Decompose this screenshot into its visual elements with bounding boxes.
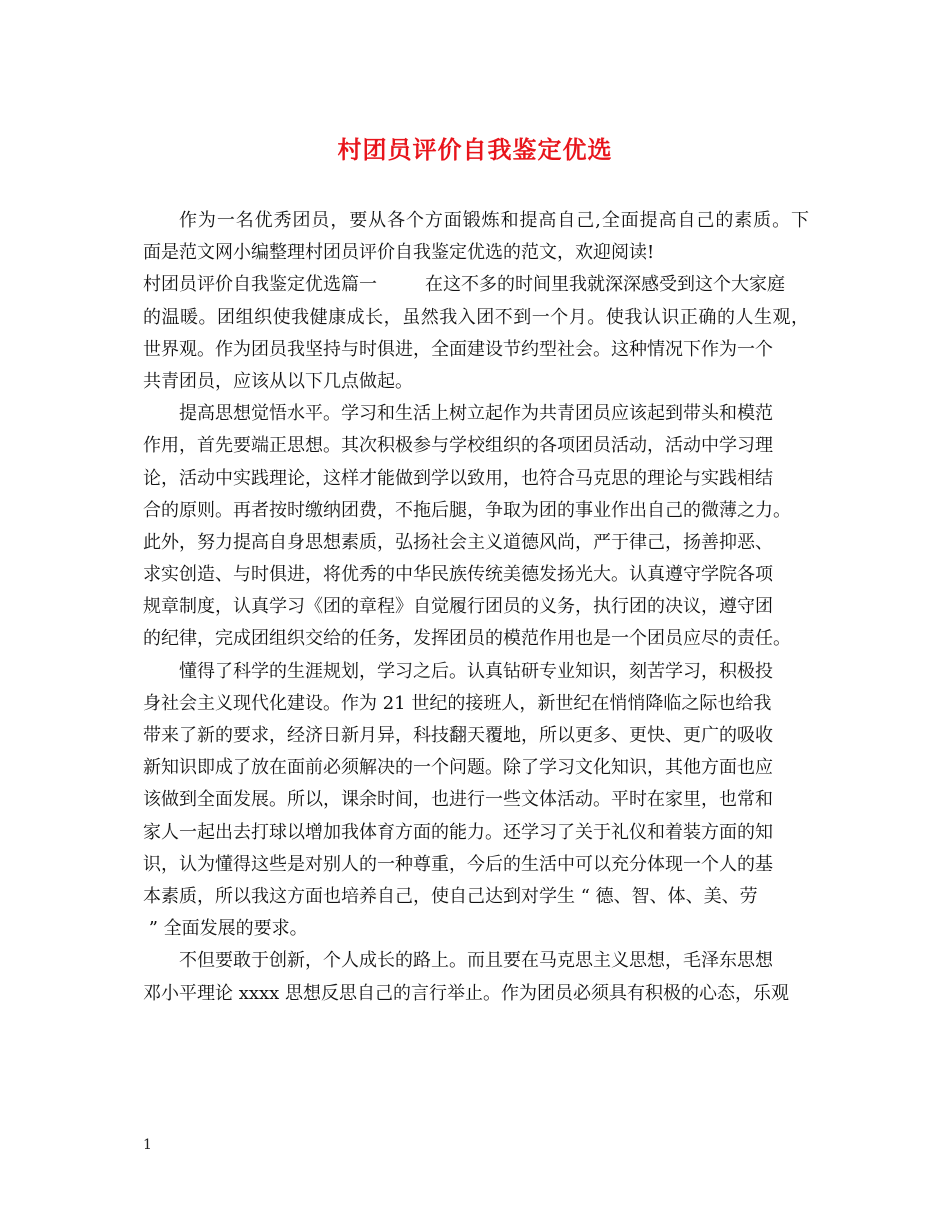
body-line: ” 全面发展的要求。 bbox=[143, 918, 308, 940]
body-line: 新知识即成了放在面前必须解决的一个问题。除了学习文化知识，其他方面也应 bbox=[143, 757, 773, 779]
body-line: 作为一名优秀团员，要从各个方面锻炼和提高自己,全面提高自己的素质。下 bbox=[179, 210, 809, 231]
section-heading: 村团员评价自我鉴定优选篇一 bbox=[143, 274, 377, 296]
body-line: 作用，首先要端正思想。其次积极参与学校组织的各项团员活动，活动中学习理 bbox=[143, 435, 773, 457]
body-line: 此外，努力提高自身思想素质，弘扬社会主义道德风尚，严于律己，扬善抑恶、 bbox=[143, 531, 773, 553]
body-line: 合的原则。再者按时缴纳团费，不拖后腿，争取为团的事业作出自己的微薄之力。 bbox=[143, 499, 791, 521]
document-title: 村团员评价自我鉴定优选 bbox=[337, 135, 613, 164]
body-line: 求实创造、与时俱进，将优秀的中华民族传统美德发扬光大。认真遵守学院各项 bbox=[143, 564, 773, 586]
body-line: 带来了新的要求，经济日新月异，科技翻天覆地，所以更多、更快、更广的吸收 bbox=[143, 725, 773, 746]
body-line: 身社会主义现代化建设。作为 21 世纪的接班人，新世纪在悄悄降临之际也给我 bbox=[143, 692, 772, 714]
body-line: 共青团员，应该从以下几点做起。 bbox=[143, 370, 413, 392]
body-line: 本素质，所以我这方面也培养自己，使自己达到对学生 “ 德、智、体、美、劳 bbox=[143, 885, 758, 907]
body-line: 规章制度，认真学习《团的章程》自觉履行团员的义务，执行团的决议，遵守团 bbox=[143, 596, 773, 618]
body-line: 的纪律，完成团组织交给的任务，发挥团员的模范作用也是一个团员应尽的责任。 bbox=[143, 628, 791, 650]
body-line: 识，认为懂得这些是对别人的一种尊重，今后的生活中可以充分体现一个人的基 bbox=[143, 853, 773, 875]
body-line: 邓小平理论 xxxx 思想反思自己的言行举止。作为团员必须具有积极的心态，乐观 bbox=[143, 982, 790, 1004]
body-line: 该做到全面发展。所以，课余时间，也进行一些文体活动。平时在家里，也常和 bbox=[143, 789, 773, 811]
section-heading-line bbox=[143, 269, 809, 301]
page-number: 1 bbox=[143, 1137, 152, 1153]
body-line: 世界观。作为团员我坚持与时俱进，全面建设节约型社会。这种情况下作为一个 bbox=[143, 338, 773, 360]
body-line: 提高思想觉悟水平。学习和生活上树立起作为共青团员应该起到带头和模范 bbox=[179, 403, 773, 425]
document-body bbox=[143, 205, 809, 1010]
body-line: 家人一起出去打球以增加我体育方面的能力。还学习了关于礼仪和着装方面的知 bbox=[143, 821, 773, 843]
body-line: 懂得了科学的生涯规划，学习之后。认真钻研专业知识，刻苦学习，积极投 bbox=[179, 660, 773, 682]
body-line: 的温暖。团组织使我健康成长，虽然我入团不到一个月。使我认识正确的人生观， bbox=[143, 306, 809, 328]
body-line-run: 在这不多的时间里我就深深感受到这个大家庭 bbox=[425, 274, 785, 296]
body-line: 面是范文网小编整理村团员评价自我鉴定优选的范文，欢迎阅读! bbox=[143, 242, 655, 264]
body-line: 论，活动中实践理论，这样才能做到学以致用，也符合马克思的理论与实践相结 bbox=[143, 467, 773, 489]
body-line: 不但要敢于创新，个人成长的路上。而且要在马克思主义思想，毛泽东思想 bbox=[179, 950, 773, 972]
